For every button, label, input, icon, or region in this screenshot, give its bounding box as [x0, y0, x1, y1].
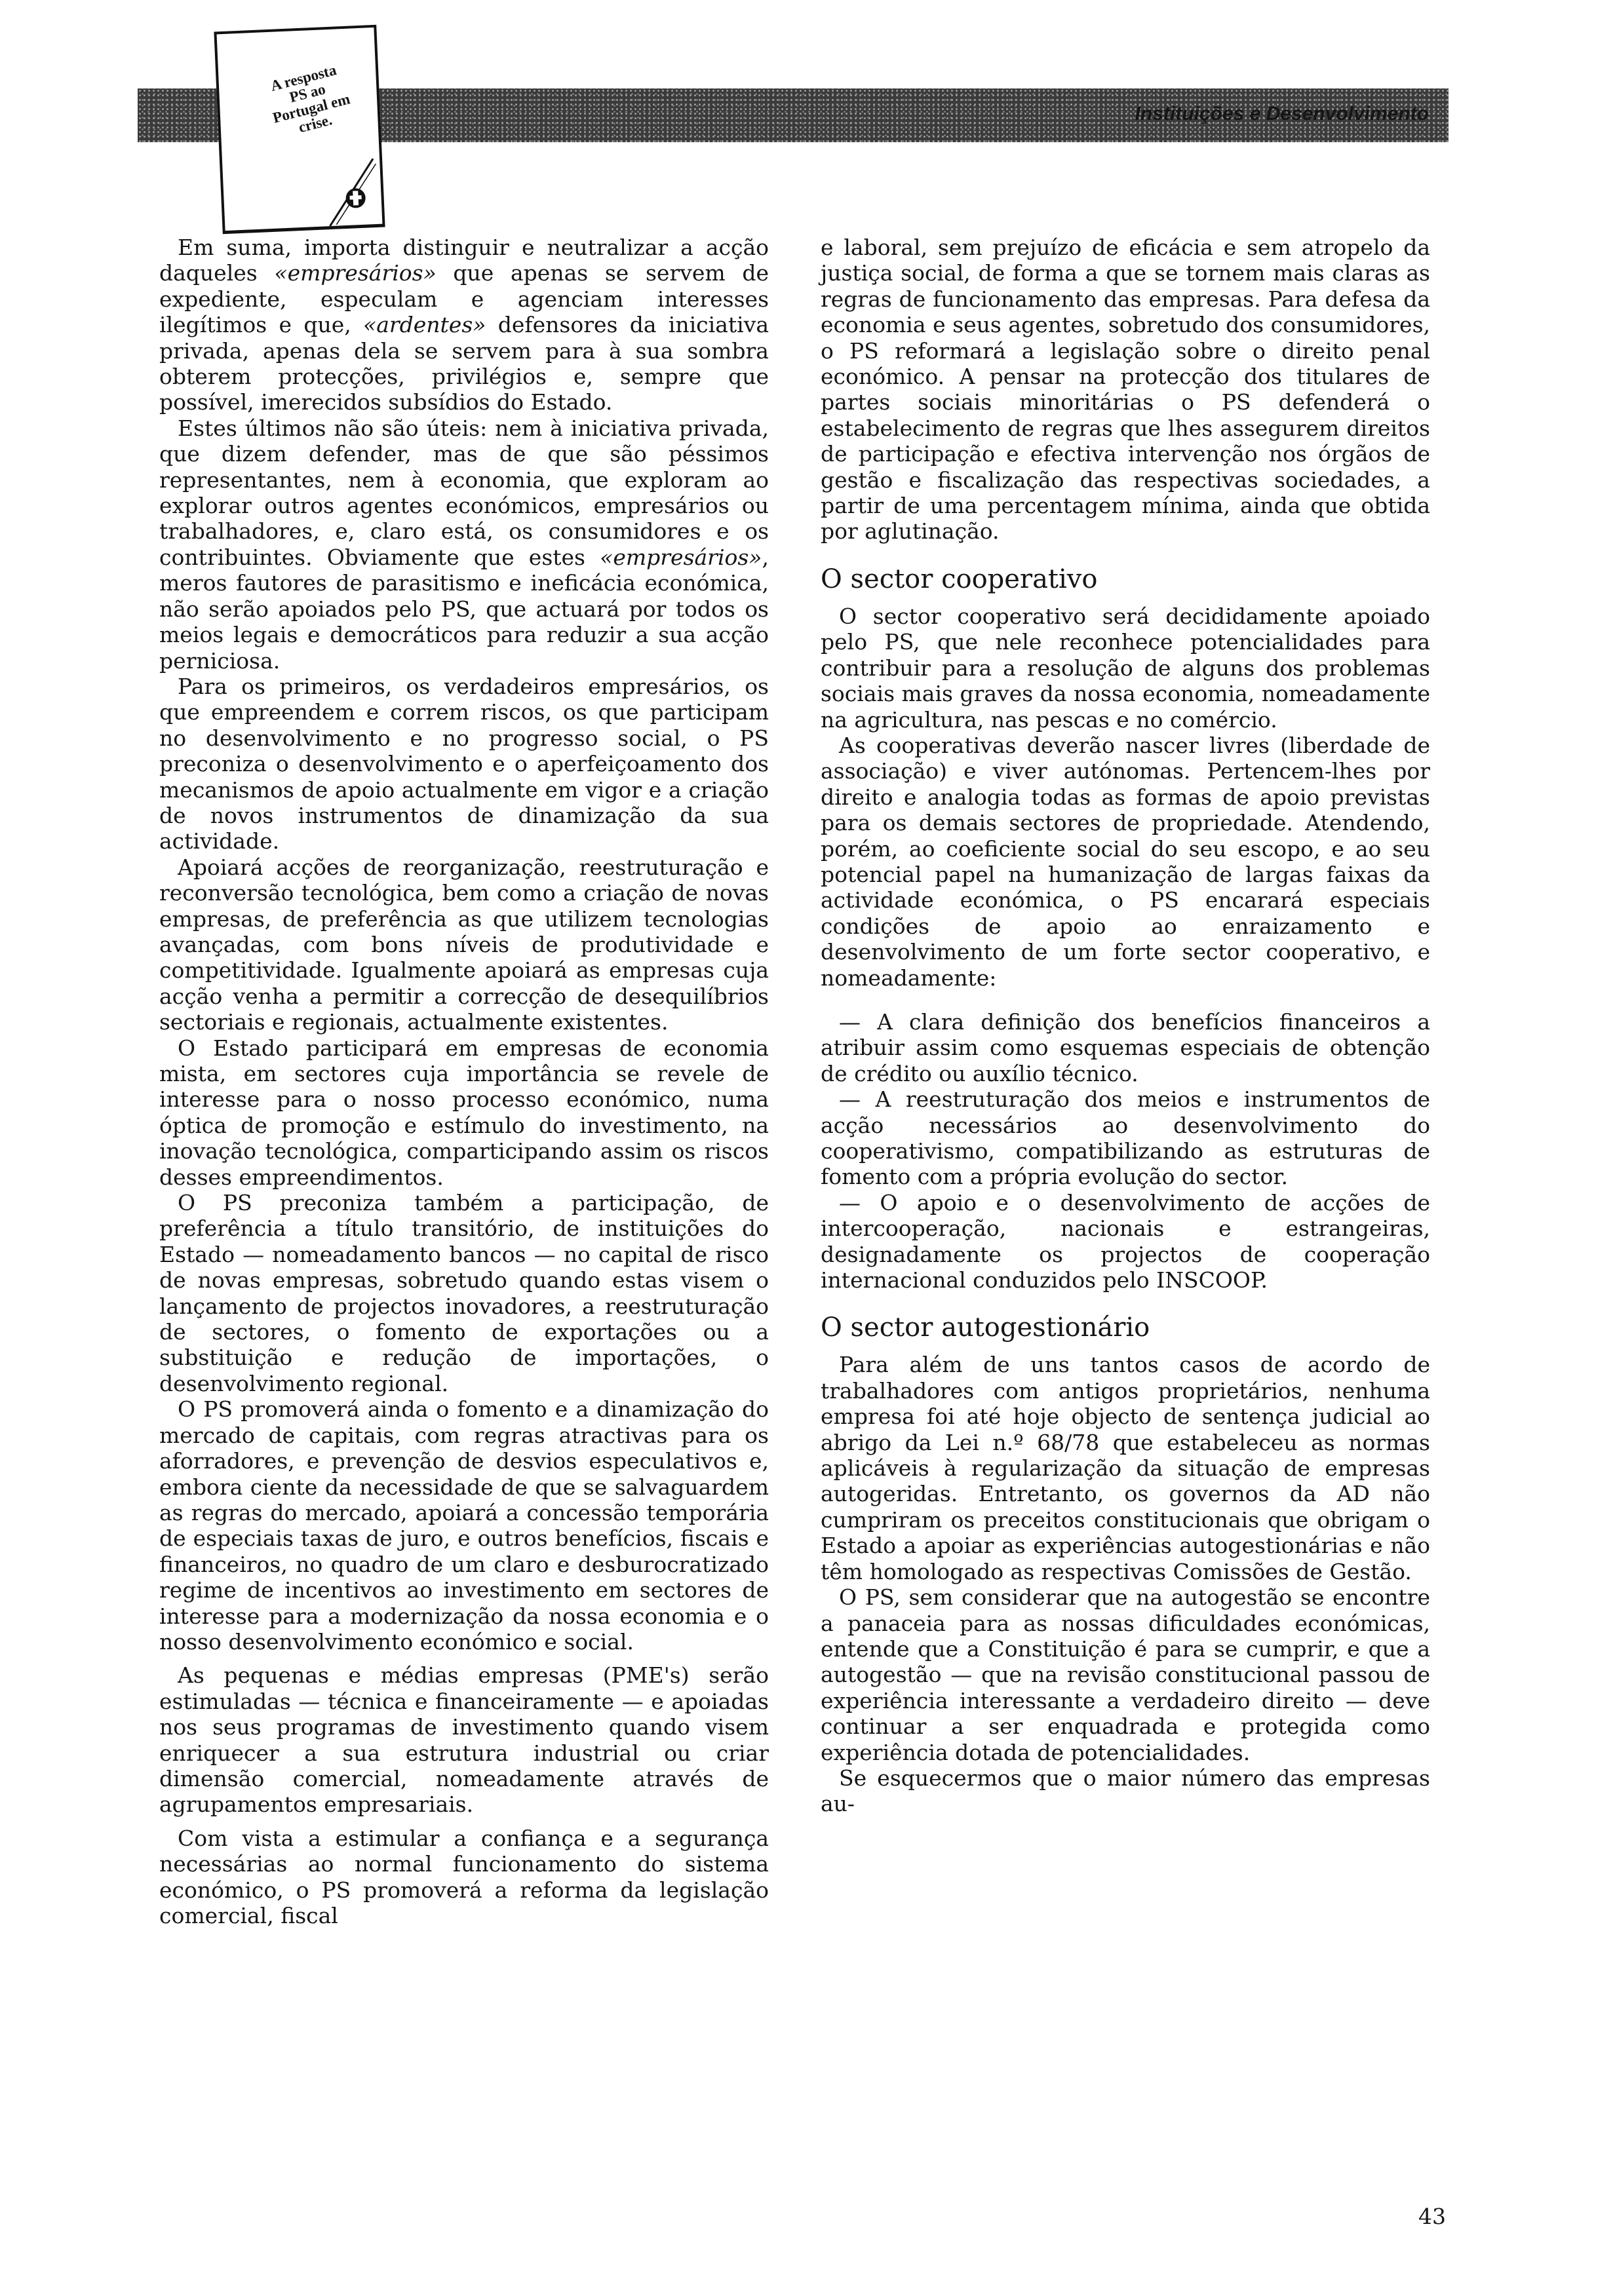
paragraph: e laboral, sem prejuízo de eficácia e sem atropelo da justiça social, de forma a que se tornem mais claras as regras de funcionamento das empresas. Para defesa da economia e seus agentes, sobretudo dos consumidores, o PS reformará a legislação sobre o direito penal económico. A pensar na protecção dos titulares de partes sociais minoritárias o PS defenderá o estabelecimento de regras que lhes assegurem direitos de participação e efectiva intervenção nos órgãos de gestão e fiscalização das respectivas sociedades, a partir de uma percentagem mínima, ainda que obtida por aglutinação.: [821, 235, 1430, 545]
list-item: — O apoio e o desenvolvimento de acções de intercooperação, nacionais e estrangeiras, designadamente os projectos de cooperação internacional conduzidos pelo INSCOOP.: [821, 1189, 1430, 1293]
section-heading: O sector cooperativo: [821, 564, 1098, 594]
paragraph: Estes últimos não são úteis: nem à iniciativa privada, que dizem defender, mas de que são péssimos representantes, nem à economia, que exploram ao explorar outros agentes económicos, empresários ou trabalhadores, e, claro está, os consumidores e os contribuintes. Obviamente que estes «empresários», meros fautores de parasitismo e ineficácia económica, não serão apoiados pelo PS, que actuará por todos os meios legais e democráticos para reduzir a sua acção perniciosa.: [159, 415, 769, 674]
paragraph: As pequenas e médias empresas (PME's) serão estimuladas — técnica e financeiramente — e apoiadas nos seus programas de investimento quando visem enriquecer a sua estrutura industrial ou criar dimensão comercial, nomeadamente através de agrupamentos empresariais.: [159, 1662, 769, 1818]
fist-rose-logo-icon: [341, 183, 370, 212]
paragraph: O sector cooperativo será decididamente apoiado pelo PS, que nele reconhece potencialidades para contribuir para a resolução de alguns dos problemas sociais mais graves da nossa economia, nomeadamente na agricultura, nas pescas e no comércio.: [821, 603, 1430, 733]
paragraph: Com vista a estimular a confiança e a segurança necessárias ao normal funcionamento do sistema económico, o PS promoverá a reforma da legislação comercial, fiscal: [159, 1825, 769, 1928]
paragraph: O PS promoverá ainda o fomento e a dinamização do mercado de capitais, com regras atractivas para os aforradores, e prevenção de desvios especulativos e, embora ciente da necessidade de que se salvaguardem as regras do mercado, apoiará a concessão temporária de especiais taxas de juro, e outros benefícios, fiscais e financeiros, no quadro de um claro e desburocratizado regime de incentivos ao investimento em sectores de interesse para a modernização da nossa economia e o nosso desenvolvimento económico e social.: [159, 1396, 769, 1655]
paragraph: Para os primeiros, os verdadeiros empresários, os que empreendem e correm riscos, os que participam no desenvolvimento e no progresso social, o PS preconiza o desenvolvimento e o aperfeiçoamento dos mecanismos de apoio actualmente em vigor e a criação de novos instrumentos de dinamização da sua actividade.: [159, 673, 769, 854]
paragraph: Para além de uns tantos casos de acordo de trabalhadores com antigos proprietários, nenhuma empresa foi até hoje objecto de sentença judicial ao abrigo da Lei n.º 68/78 que estabeleceu as normas aplicáveis à regularização da situação de empresas autogeridas. Entretanto, os governos da AD não cumpriram os preceitos constitucionais que obrigam o Estado a apoiar as experiências autogestionárias e não têm homologado as respectivas Comissões de Gestão.: [821, 1352, 1430, 1584]
paragraph: O PS preconiza também a participação, de preferência a título transitório, de instituições do Estado — nomeadamento bancos — no capital de risco de novas empresas, sobretudo quando estas visem o lançamento de projectos inovadores, a reestruturação de sectores, o fomento de exportações ou a substituição e redução de importações, o desenvolvimento regional.: [159, 1190, 769, 1396]
paragraph: As cooperativas deverão nascer livres (liberdade de associação) e viver autónomas. Pertencem-lhes por direito e analogia todas as formas de apoio previstas para os demais sectores de propriedade. Atendendo, porém, ao coeficiente social do seu escopo, e ao seu potencial papel na humanização de largas faixas da actividade económica, o PS encarará especiais condições de apoio ao enraizamento e desenvolvimento de um forte sector cooperativo, e nomeadamente:: [821, 732, 1430, 991]
right-column: [821, 235, 1430, 1817]
page-number: 43: [1418, 2204, 1446, 2229]
paragraph: O PS, sem considerar que na autogestão se encontre a panaceia para as nossas dificuldades económicas, entende que a Constituição é para se cumprir, e que a autogestão — que na revisão constitucional passou de experiência interessante a verdadeiro direito — deve continuar a ser enquadrada e protegida como experiência dotada de potencialidades.: [821, 1584, 1430, 1765]
section-title: Instituições e Desenvolvimento: [1135, 103, 1429, 124]
paragraph: Se esquecermos que o maior número das empresas au-: [821, 1765, 1430, 1817]
paragraph: O Estado participará em empresas de economia mista, em sectores cuja importância se revele de interesse para o nosso processo económico, numa óptica de promoção e estímulo do investimento, na inovação tecnológica, comparticipando assim os riscos desses empreendimentos.: [159, 1035, 769, 1190]
section-heading: O sector autogestionário: [821, 1312, 1150, 1343]
left-column: [159, 235, 769, 1928]
paragraph: Apoiará acções de reorganização, reestruturação e reconversão tecnológica, bem como a criação de novas empresas, de preferência as que utilizem tecnologias avançadas, com bons níveis de produtividade e competitividade. Igualmente apoiará as empresas cuja acção venha a permitir a correcção de desequilíbrios sectoriais e regionais, actualmente existentes.: [159, 854, 769, 1035]
book-cover-image: [214, 25, 385, 235]
book-cover-title: A resposta PS ao Portugal em crise.: [269, 62, 352, 136]
list-item: — A clara definição dos benefícios financeiros a atribuir assim como esquemas especiais de obtenção de crédito ou auxílio técnico.: [821, 1008, 1430, 1086]
paragraph: Em suma, importa distinguir e neutralizar a acção daqueles «empresários» que apenas se servem de expediente, especulam e agenciam interesses ilegítimos e que, «ardentes» defensores da iniciativa privada, apenas dela se servem para à sua sombra obterem protecções, privilégios e, sempre que possível, imerecidos subsídios do Estado.: [159, 235, 769, 415]
list-item: — A reestruturação dos meios e instrumentos de acção necessários ao desenvolvimento do cooperativismo, compatibilizando as estruturas de fomento com a própria evolução do sector.: [821, 1086, 1430, 1190]
